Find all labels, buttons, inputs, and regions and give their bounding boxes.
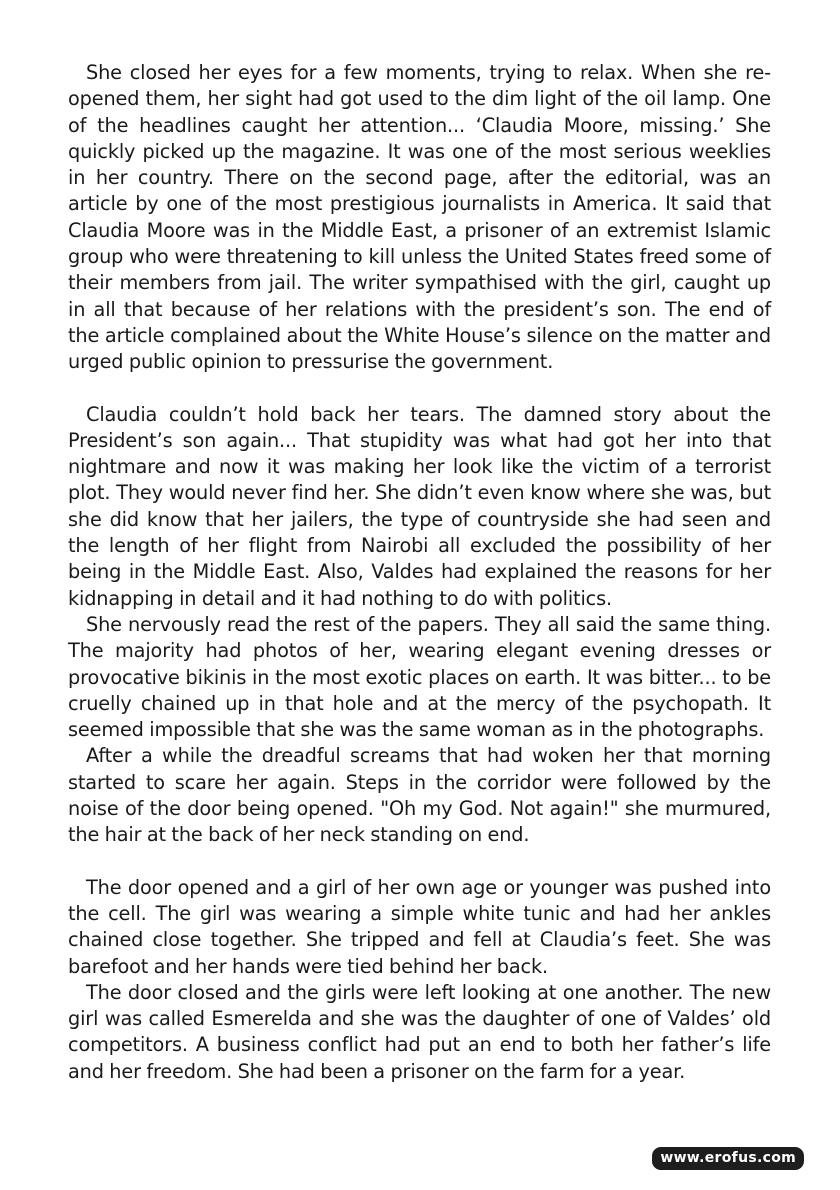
paragraph-6: The door closed and the girls were left looking at one another. The new girl was called Esmerelda and she was the daughter of one of Valdes’ old competitors. A business conflict had put an end to both her father’s life and her freedom. She had been a prisoner on the farm for a year.: [68, 980, 771, 1083]
paragraph-5: The door opened and a girl of her own age or younger was pushed into the cell. The girl was wearing a simple white tunic and had her ankles chained close together. She tripped and fell at Claudia’s feet. She was barefoot and her hands were tied behind her back.: [68, 875, 771, 978]
site-watermark: www.erofus.com: [652, 1147, 804, 1170]
paragraph-3: She nervously read the rest of the papers. They all said the same thing. The majority had photos of her, wearing elegant evening dresses or provocative bikinis in the most exotic places on earth. It was bitter... to be cruelly chained up in that hole and at the mercy of the psychopath. It seemed impossible that she was the same woman as in the photographs.: [68, 612, 771, 742]
paragraph-4: After a while the dreadful screams that had woken her that morning started to scare her again. Steps in the corridor were followed by the noise of the door being opened. "Oh my God. Not again!" she murmured, the hair at the back of her neck standing on end.: [68, 744, 771, 847]
paragraph-2: Claudia couldn’t hold back her tears. The damned story about the President’s son again... That stupidity was what had got her into that nightmare and now it was making her look like the victim of a terrorist plot. They would never find her. She didn’t even know where she was, but she did know that her jailers, the type of countryside she had seen and the length of her flight from Nairobi all excluded the possibility of her being in the Middle East. Also, Valdes had explained the reasons for her kidnapping in detail and it had nothing to do with politics.: [68, 402, 771, 610]
paragraph-1: She closed her eyes for a few moments, trying to relax. When she re-opened them, her sight had got used to the dim light of the oil lamp. One of the headlines caught her attention... ‘Claudia Moore, missing.’ She quickly picked up the magazine. It was one of the most serious weeklies in her country. There on the second page, after the editorial, was an article by one of the most prestigious journalists in America. It said that Claudia Moore was in the Middle East, a prisoner of an extremist Islamic group who were threatening to kill unless the United States freed some of their members from jail. The writer sympathised with the girl, caught up in all that because of her relations with the president’s son. The end of the article complained about the White House’s silence on the matter and urged public opinion to pressurise the government.: [68, 61, 771, 374]
page-body: [68, 60, 771, 1085]
